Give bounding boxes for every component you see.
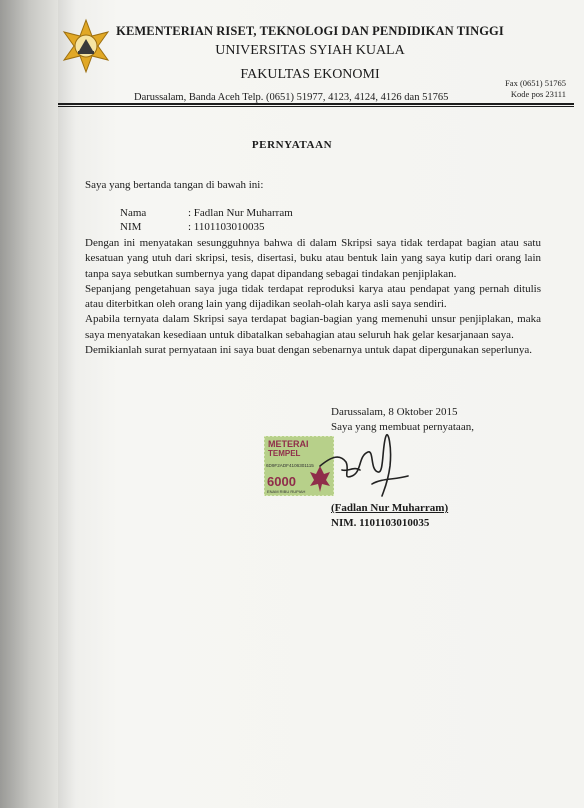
document-title: PERNYATAAN <box>251 139 333 151</box>
signature-place-date: Darussalam, 8 Oktober 2015 <box>331 406 458 418</box>
stamp-text-tempel: TEMPEL <box>268 449 301 458</box>
stamp-serial: 6D9F2ADF4106301115 <box>266 463 314 468</box>
field-value-nim: : 1101103010035 <box>188 221 265 233</box>
statement-paragraph: Sepanjang pengetahuan saya juga tidak terdapat reproduksi karya atau pendapat yang pernah ditulis atau diterbitkan oleh orang lain yang dijadikan seolah-olah karya asli saya sendiri. <box>85 282 541 311</box>
document-page <box>58 0 584 808</box>
stamp-text-meterai: METERAI <box>268 439 309 449</box>
faculty-address: Darussalam, Banda Aceh Telp. (0651) 51977, 4123, 4124, 4126 dan 51765 <box>134 92 449 103</box>
statement-paragraph: Apabila ternyata dalam Skripsi saya terdapat bagian-bagian yang memenuhi unsur penjiplakan, maka saya menyatakan kesediaan untuk dibatalkan sebahagian atau seluruh hak gelar kesarjanaan saya. <box>85 313 541 341</box>
header-rule-thick <box>58 103 574 105</box>
stamp-amount: 6000 <box>267 474 296 489</box>
university-name: UNIVERSITAS SYIAH KUALA <box>215 43 405 58</box>
field-label-name: Nama <box>120 207 147 219</box>
fax-number: Fax (0651) 51765 <box>505 78 566 88</box>
contact-block <box>505 78 566 100</box>
stamp-currency: ENAM RIBU RUPIAH <box>267 489 306 494</box>
statement-paragraph: Dengan ini menyatakan sesungguhnya bahwa di dalam Skripsi saya tidak terdapat bagian atau satu kesatuan yang utuh dari skripsi, tesis, disertasi, buku atau bentuk lain yang saya kutip dari orang lain tanpa saya sebutkan sumbernya yang dapat dipandang sebagai tindakan penjiplakan. <box>85 237 541 280</box>
intro-text: Saya yang bertanda tangan di bawah ini: <box>85 179 264 191</box>
university-logo-icon <box>60 10 112 88</box>
faculty-name: FAKULTAS EKONOMI <box>240 67 380 82</box>
signature-closing: Saya yang membuat pernyataan, <box>331 421 474 433</box>
statement-paragraph: Demikianlah surat pernyataan ini saya buat dengan sebenarnya untuk dapat dipergunakan seperlunya. <box>85 344 532 357</box>
book-spine-shadow <box>0 0 58 808</box>
signatory-name: (Fadlan Nur Muharram) <box>331 502 449 514</box>
handwritten-signature-icon <box>312 426 412 500</box>
ministry-name: KEMENTERIAN RISET, TEKNOLOGI DAN PENDIDIKAN TINGGI <box>116 24 504 38</box>
signatory-nim: NIM. 1101103010035 <box>331 517 430 529</box>
header-rule-thin <box>58 106 574 107</box>
postal-code: Kode pos 23111 <box>510 89 566 99</box>
statement-body <box>85 236 541 358</box>
field-value-name: : Fadlan Nur Muharram <box>188 207 293 219</box>
field-label-nim: NIM <box>120 221 142 233</box>
